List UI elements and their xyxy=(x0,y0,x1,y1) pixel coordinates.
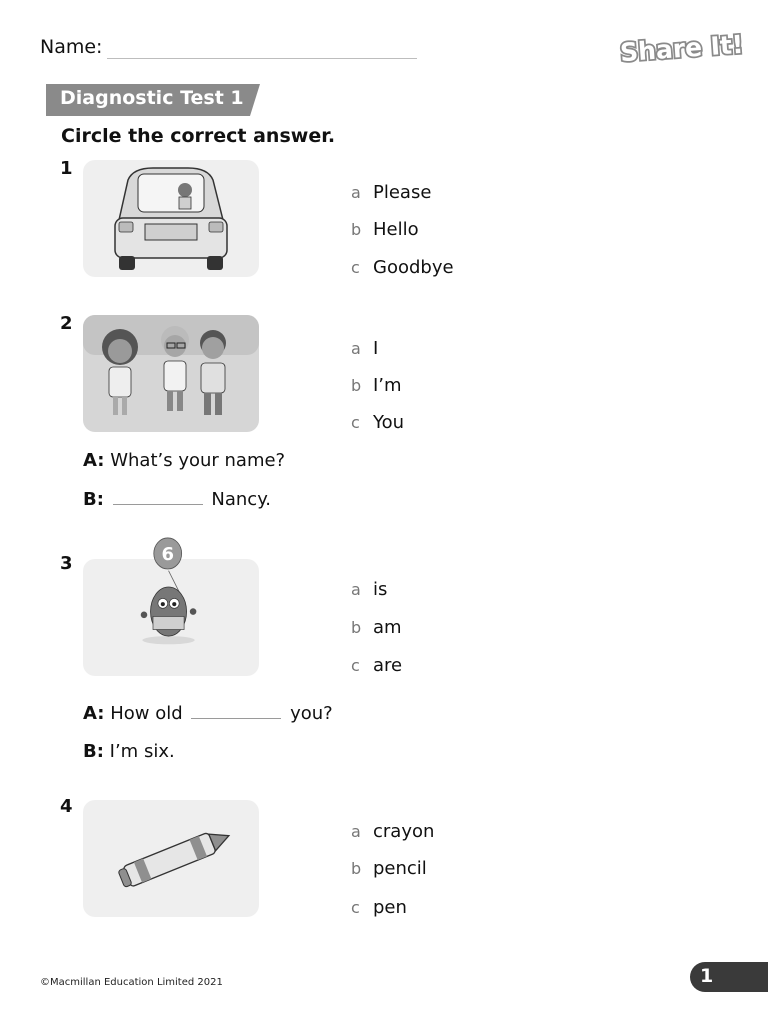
dialog-line-b xyxy=(83,741,175,762)
speaker: B: xyxy=(83,489,104,510)
option-letter: c xyxy=(351,898,360,917)
dialog-text: you? xyxy=(290,703,333,724)
name-label: Name: xyxy=(40,36,103,58)
dialog-line-b xyxy=(83,489,271,510)
option-letter: a xyxy=(351,580,361,599)
speaker: A: xyxy=(83,703,105,724)
option-letter: c xyxy=(351,258,360,277)
instruction-heading: Circle the correct answer. xyxy=(61,125,336,147)
question-number: 1 xyxy=(60,158,73,179)
option-text: am xyxy=(373,617,402,638)
option-letter: c xyxy=(351,413,360,432)
option-text: are xyxy=(373,655,403,676)
test-title: Diagnostic Test 1 xyxy=(60,87,244,109)
dialog-text: What’s your name? xyxy=(110,450,286,471)
car-picture xyxy=(83,160,259,277)
option-1b[interactable] xyxy=(351,219,419,240)
copyright-notice: ©Macmillan Education Limited 2021 xyxy=(40,977,223,988)
option-text: You xyxy=(373,412,405,433)
balloon-number: 6 xyxy=(161,544,174,565)
option-4a[interactable] xyxy=(351,821,434,842)
option-text: crayon xyxy=(373,821,435,842)
monster-picture xyxy=(83,544,259,676)
option-text: I xyxy=(373,338,379,359)
option-letter: a xyxy=(351,822,361,841)
question-number: 3 xyxy=(60,553,73,574)
answer-blank[interactable] xyxy=(113,490,203,505)
dialog-text: I’m six. xyxy=(109,741,175,762)
share-it-logo xyxy=(617,28,745,68)
page-number: 1 xyxy=(700,965,714,987)
option-2a[interactable] xyxy=(351,338,378,359)
option-4b[interactable] xyxy=(351,858,427,879)
option-letter: b xyxy=(351,618,362,637)
option-1a[interactable] xyxy=(351,182,431,203)
option-2b[interactable] xyxy=(351,375,402,396)
option-text: Hello xyxy=(373,219,419,240)
dialog-line-a xyxy=(83,450,285,471)
name-field[interactable] xyxy=(107,58,417,59)
option-letter: a xyxy=(351,183,361,202)
option-3c[interactable] xyxy=(351,655,402,676)
dialog-text: How old xyxy=(110,703,183,724)
option-letter: c xyxy=(351,656,360,675)
dialog-text: Nancy. xyxy=(211,489,271,510)
option-text: is xyxy=(373,579,388,600)
option-letter: b xyxy=(351,859,362,878)
option-text: Please xyxy=(373,182,432,203)
speaker: A: xyxy=(83,450,105,471)
svg-text:Share It!: Share It! xyxy=(619,29,745,68)
option-letter: a xyxy=(351,339,361,358)
option-3b[interactable] xyxy=(351,617,402,638)
option-2c[interactable] xyxy=(351,412,404,433)
crayon-picture xyxy=(83,800,259,917)
option-3a[interactable] xyxy=(351,579,387,600)
children-picture xyxy=(83,315,259,432)
option-1c[interactable] xyxy=(351,257,454,278)
question-number: 2 xyxy=(60,313,73,334)
question-number: 4 xyxy=(60,796,73,817)
option-text: pen xyxy=(373,897,407,918)
option-text: Goodbye xyxy=(373,257,454,278)
dialog-line-a xyxy=(83,703,333,724)
option-text: I’m xyxy=(373,375,402,396)
answer-blank[interactable] xyxy=(191,704,281,719)
option-text: pencil xyxy=(373,858,427,879)
option-letter: b xyxy=(351,376,362,395)
option-4c[interactable] xyxy=(351,897,407,918)
speaker: B: xyxy=(83,741,104,762)
option-letter: b xyxy=(351,220,362,239)
